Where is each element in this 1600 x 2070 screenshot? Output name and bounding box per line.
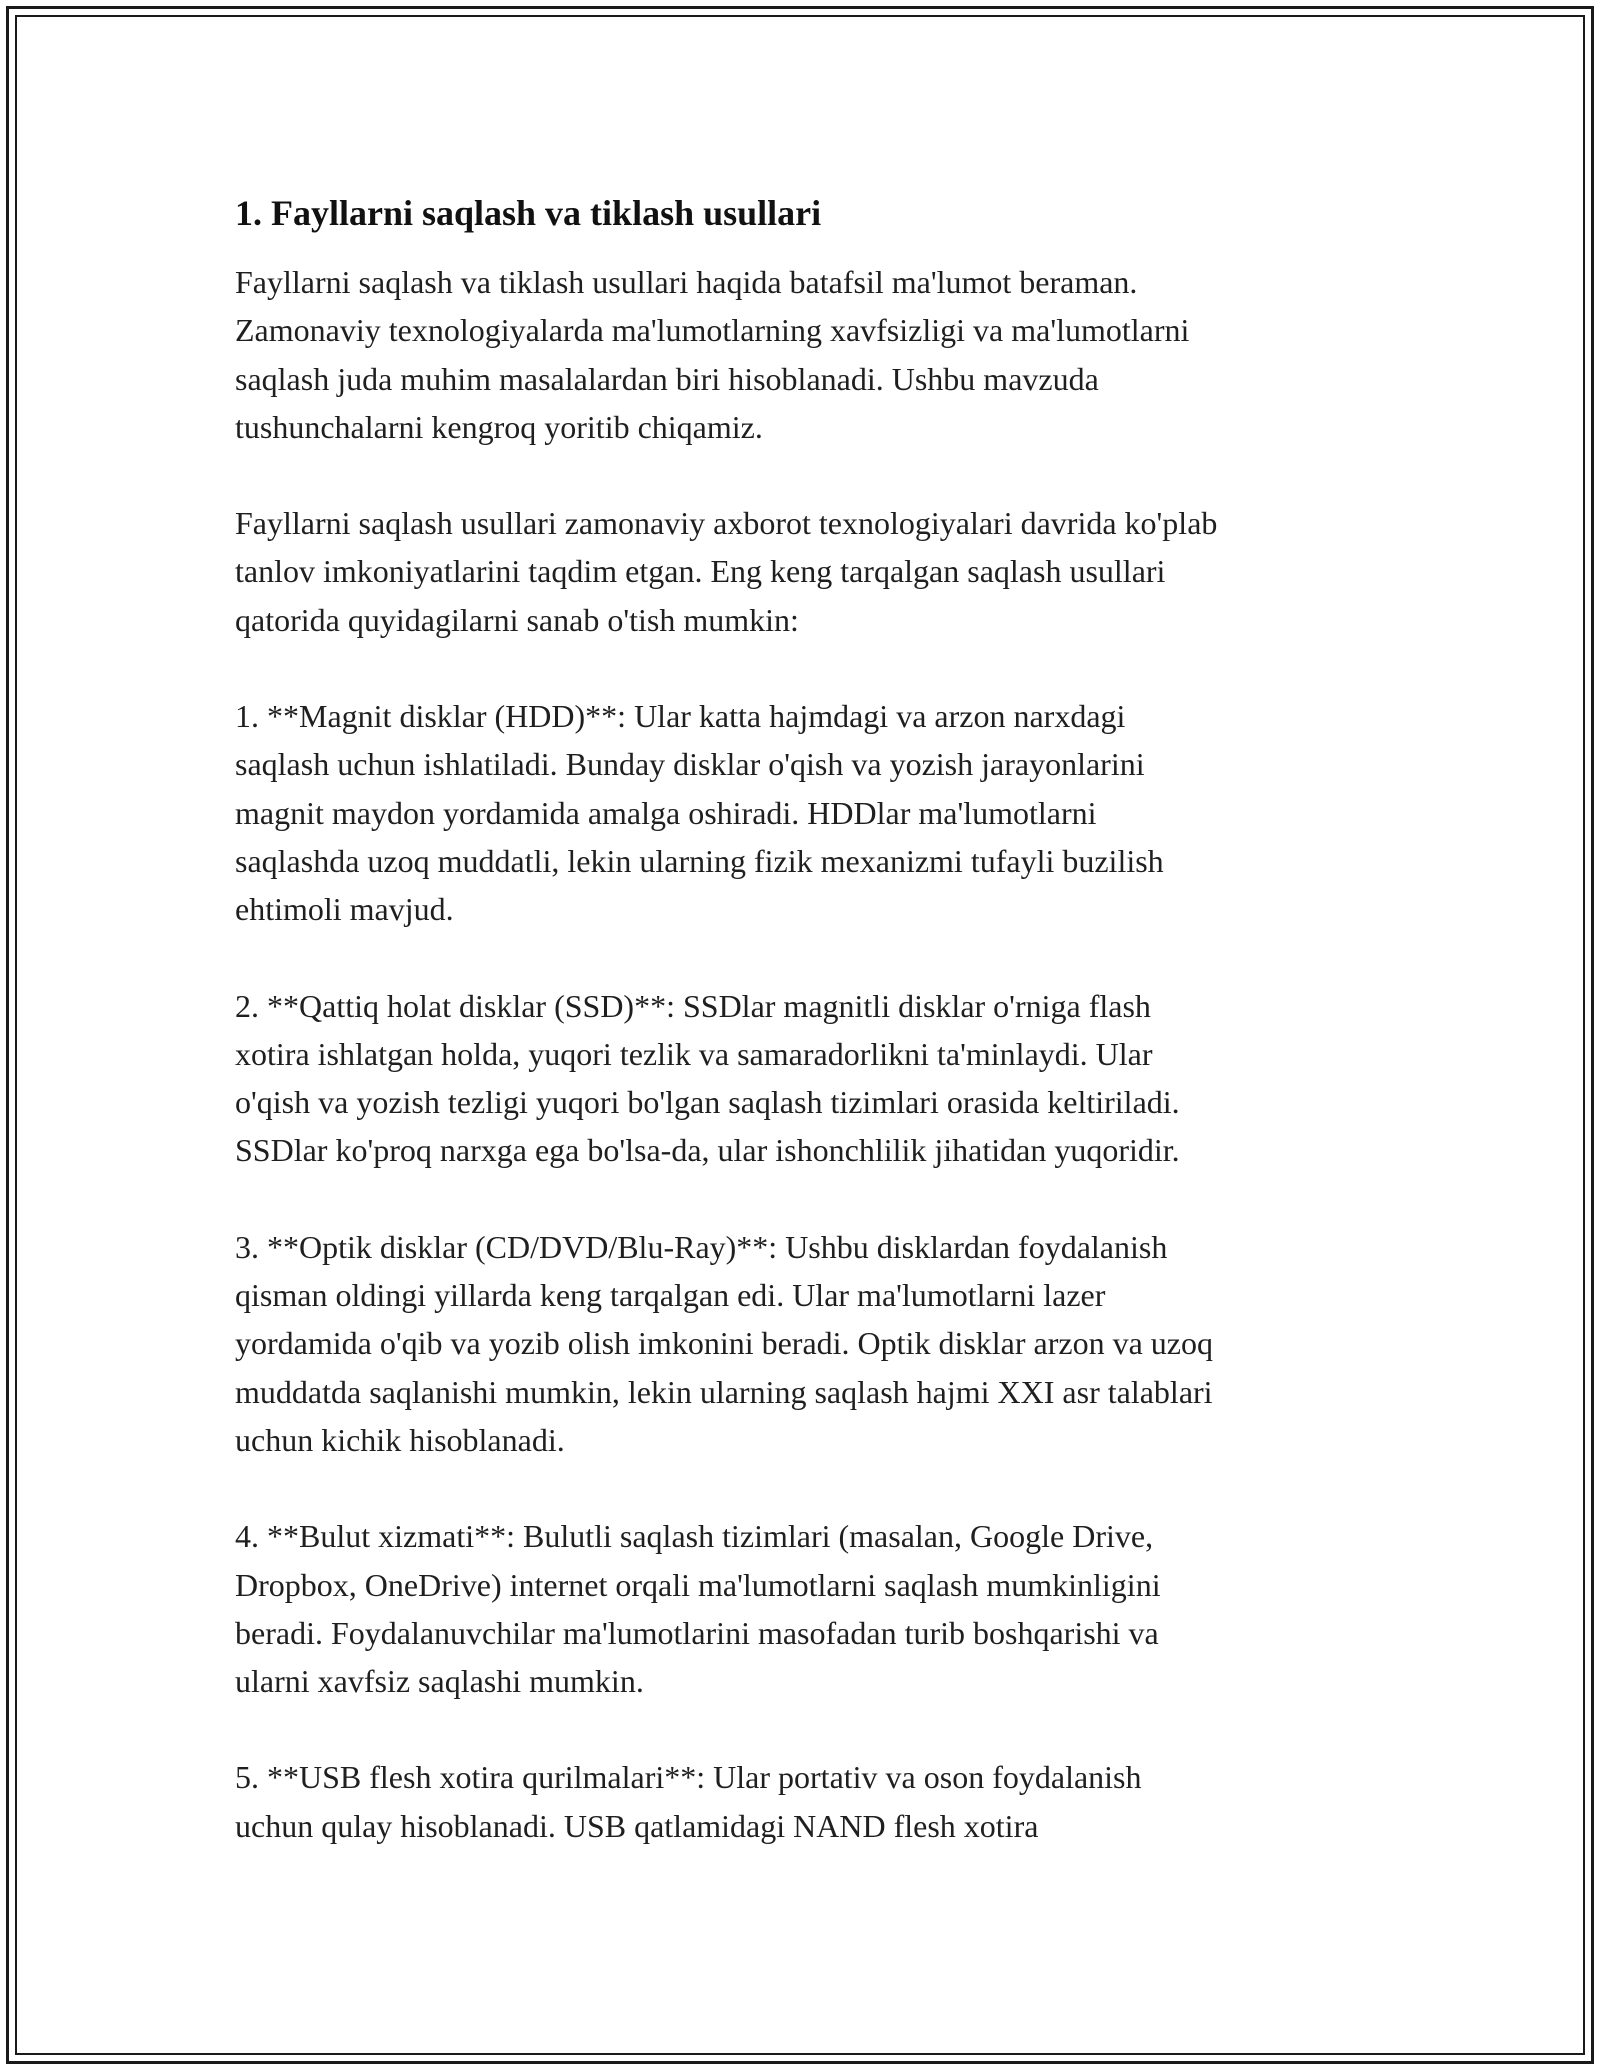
text-line: tanlov imkoniyatlarini taqdim etgan. Eng keng tarqalgan saqlash usullari bbox=[235, 553, 1166, 590]
text-line: Dropbox, OneDrive) internet orqali ma'lumotlarni saqlash mumkinligini bbox=[235, 1566, 1161, 1603]
text-line: 4. **Bulut xizmati**: Bulutli saqlash tizimlari (masalan, Google Drive, bbox=[235, 1518, 1154, 1555]
text-line: beradi. Foydalanuvchilar ma'lumotlarini masofadan turib boshqarishi va bbox=[235, 1614, 1159, 1651]
text-line: muddatda saqlanishi mumkin, lekin ularning saqlash hajmi XXI asr talablari bbox=[235, 1373, 1213, 1410]
text-line: Zamonaviy texnologiyalarda ma'lumotlarning xavfsizligi va ma'lumotlarni bbox=[235, 312, 1190, 349]
text-line: 2. **Qattiq holat disklar (SSD)**: SSDlar magnitli disklar o'rniga flash bbox=[235, 987, 1151, 1024]
paragraph-storage-overview bbox=[235, 499, 1370, 644]
list-item-ssd bbox=[235, 982, 1370, 1175]
text-line: Fayllarni saqlash va tiklash usullari haqida batafsil ma'lumot beraman. bbox=[235, 264, 1138, 300]
text-line: SSDlar ko'proq narxga ega bo'lsa-da, ular ishonchlilik jihatidan yuqoridir. bbox=[235, 1132, 1180, 1169]
text-line: ularni xavfsiz saqlashi mumkin. bbox=[235, 1663, 644, 1700]
text-line: qatorida quyidagilarni sanab o'tish mumkin: bbox=[235, 601, 799, 638]
list-item-hdd bbox=[235, 692, 1370, 933]
text-line: qisman oldingi yillarda keng tarqalgan edi. Ular ma'lumotlarni lazer bbox=[235, 1277, 1106, 1314]
text-line: o'qish va yozish tezligi yuqori bo'lgan saqlash tizimlari orasida keltiriladi. bbox=[235, 1084, 1180, 1121]
text-line: magnit maydon yordamida amalga oshiradi. HDDlar ma'lumotlarni bbox=[235, 794, 1097, 831]
text-line: 1. **Magnit disklar (HDD)**: Ular katta hajmdagi va arzon narxdagi bbox=[235, 698, 1126, 735]
text-line: 3. **Optik disklar (CD/DVD/Blu-Ray)**: Ushbu disklardan foydalanish bbox=[235, 1228, 1168, 1265]
document-title: 1. Fayllarni saqlash va tiklash usullari bbox=[235, 193, 822, 233]
list-item-cloud bbox=[235, 1512, 1370, 1705]
text-line: 5. **USB flesh xotira qurilmalari**: Ular portativ va oson foydalanish bbox=[235, 1759, 1142, 1796]
text-line: saqlash uchun ishlatiladi. Bunday disklar o'qish va yozish jarayonlarini bbox=[235, 746, 1145, 783]
paragraph-intro bbox=[235, 258, 1370, 451]
text-line: uchun qulay hisoblanadi. USB qatlamidagi NAND flesh xotira bbox=[235, 1807, 1039, 1844]
text-line: tushunchalarni kengroq yoritib chiqamiz. bbox=[235, 408, 763, 445]
list-item-usb bbox=[235, 1753, 1370, 1850]
text-line: Fayllarni saqlash usullari zamonaviy axborot texnologiyalari davrida ko'plab bbox=[235, 505, 1218, 542]
list-item-optical bbox=[235, 1223, 1370, 1464]
text-line: uchun kichik hisoblanadi. bbox=[235, 1421, 565, 1458]
text-line: saqlashda uzoq muddatli, lekin ularning fizik mexanizmi tufayli buzilish bbox=[235, 842, 1164, 879]
text-line: xotira ishlatgan holda, yuqori tezlik va samaradorlikni ta'minlaydi. Ular bbox=[235, 1035, 1153, 1072]
text-line: ehtimoli mavjud. bbox=[235, 891, 454, 928]
text-line: saqlash juda muhim masalalardan biri hisoblanadi. Ushbu mavzuda bbox=[235, 360, 1099, 397]
document-body bbox=[235, 188, 1370, 1898]
text-line: yordamida o'qib va yozib olish imkonini beradi. Optik disklar arzon va uzoq bbox=[235, 1325, 1213, 1362]
